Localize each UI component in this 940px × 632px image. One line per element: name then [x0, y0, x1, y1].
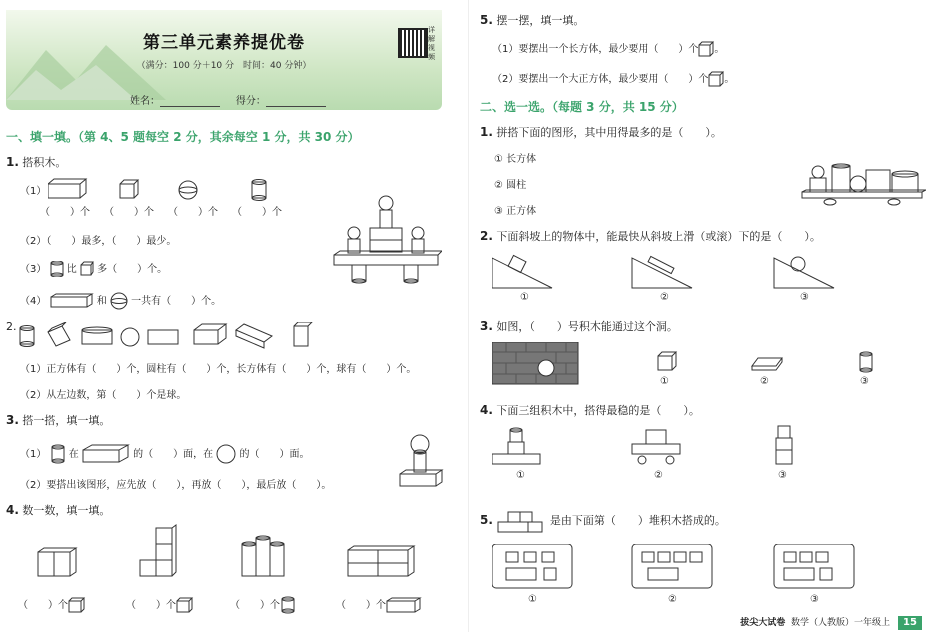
name-field[interactable] — [160, 96, 220, 107]
s2-q4-label-1[interactable]: ① — [516, 470, 525, 481]
qr-code-icon — [398, 28, 428, 58]
cube-icon — [68, 597, 86, 613]
sphere-icon — [110, 292, 128, 310]
q1-p1-label: （1） — [20, 186, 47, 197]
s2-q2-label-3[interactable]: ③ — [800, 292, 809, 303]
q3-line2: （2）要搭出该图形，应先放（ ），再放（ ），最后放（ ）。 — [20, 480, 332, 491]
q2-shapes — [18, 322, 328, 350]
q2-line1: （1）正方体有（ ）个，圆柱有（ ）个，长方体有（ ）个，球有（ ）个。 — [20, 364, 417, 375]
stack-figure — [496, 508, 546, 534]
right-page — [472, 0, 940, 632]
q4-blank-4[interactable]: （ ）个 — [336, 596, 422, 613]
s2-q5-label-3[interactable]: ③ — [810, 594, 819, 605]
q4-blank-1[interactable]: （ ）个 — [18, 596, 86, 613]
name-score-bar — [130, 92, 326, 107]
q1-p3: （3） 比 多（ ）个。 — [20, 260, 167, 277]
cube-icon — [80, 261, 94, 277]
cylinder-icon — [50, 444, 66, 464]
q1-shapes — [48, 178, 298, 202]
s2-q4-label-3[interactable]: ③ — [778, 470, 787, 481]
q4-blank-2[interactable]: （ ）个 — [126, 596, 194, 613]
s2-q1-option-3[interactable]: ③ 正方体 — [494, 206, 537, 217]
section1-heading: 一、填一填。（第 4、5 题每空 2 分，其余每空 1 分，共 30 分） — [6, 130, 360, 144]
footer — [740, 615, 890, 628]
q2-line2: （2）从左边数，第（ ）个是球。 — [20, 390, 187, 401]
footer-brand: 拔尖大试卷 — [740, 618, 786, 628]
q1-p4: （4） 和 一共有（ ）个。 — [20, 292, 221, 310]
s2-q2-label-1[interactable]: ① — [520, 292, 529, 303]
footer-subject: 数学（人教版）一年级上 — [790, 618, 890, 628]
cuboid-icon — [386, 597, 422, 613]
q4-figures — [30, 524, 450, 582]
q4-blank-3[interactable]: （ ）个 — [230, 596, 296, 614]
s2-q4-stacks — [492, 424, 852, 468]
s2-q1-option-2[interactable]: ② 圆柱 — [494, 180, 527, 191]
s2-q3-label-2[interactable]: ② — [760, 376, 769, 387]
q1-blank-3[interactable]: （ ）个 — [168, 207, 218, 218]
cylinder-icon — [50, 261, 64, 277]
s2-q2-label-2[interactable]: ② — [660, 292, 669, 303]
s2-q3-label-3[interactable]: ③ — [860, 376, 869, 387]
qr-tag: 详解视频 — [428, 26, 435, 61]
s2-q5-title: 5. 是由下面第（ ）堆积木搭成的。 — [480, 508, 726, 534]
score-field[interactable] — [266, 96, 326, 107]
left-page — [0, 0, 468, 632]
cube-icon — [708, 71, 724, 87]
page-title: 第三单元素养提优卷 — [143, 33, 305, 53]
s2-q2-title: 2. 下面斜坡上的物体中，能最快从斜坡上滑（或滚）下的是（ ）。 — [480, 229, 821, 243]
page-subtitle: （满分：100 分＋10 分 时间：40 分钟） — [136, 61, 312, 71]
s2-q1-title: 1. 拼搭下面的图形，其中用得最多的是（ ）。 — [480, 125, 722, 139]
q1-blank-4[interactable]: （ ）个 — [232, 207, 282, 218]
s2-q5-label-1[interactable]: ① — [528, 594, 537, 605]
q2-number: 2. — [6, 320, 17, 333]
s2-q3-title: 3. 如图，（ ）号积木能通过这个洞。 — [480, 319, 678, 333]
q5-title: 5. 摆一摆，填一填。 — [480, 13, 585, 27]
s2-q5-label-2[interactable]: ② — [668, 594, 677, 605]
s2-q5-options — [492, 544, 892, 590]
s2-q3-label-1[interactable]: ① — [660, 376, 669, 387]
q1-p2: （2）（ ）最多，（ ）最少。 — [20, 236, 177, 247]
sphere-icon — [216, 444, 236, 464]
s2-q1-option-1[interactable]: ① 长方体 — [494, 154, 537, 165]
q1-block-model — [330, 195, 442, 291]
q3-title: 3. 搭一搭，填一填。 — [6, 413, 111, 427]
brick-wall-icon — [492, 342, 580, 386]
cylinder-icon — [280, 596, 296, 614]
q5-line2: （2）要摆出一个大正方体，最少要用（ ）个 。 — [492, 70, 734, 87]
q3-block-model — [398, 434, 444, 492]
s2-q1-block-model — [800, 160, 926, 208]
s2-q4-title: 4. 下面三组积木中，搭得最稳的是（ ）。 — [480, 403, 700, 417]
page-number: 15 — [898, 616, 922, 630]
name-label: 姓名： — [130, 96, 160, 107]
cuboid-icon — [82, 444, 130, 464]
s2-q3-blocks — [652, 348, 912, 374]
cuboid-icon — [50, 293, 94, 309]
q1-blank-1[interactable]: （ ）个 — [40, 207, 90, 218]
s2-q2-slopes — [492, 250, 892, 290]
cube-icon — [698, 41, 714, 57]
page-divider — [468, 0, 469, 632]
q3-line1: （1） 在 的（ ）面，在 的（ ）面。 — [20, 444, 310, 464]
section2-heading: 二、选一选。（每题 3 分，共 15 分） — [480, 100, 684, 114]
q5-line1: （1）要摆出一个长方体，最少要用（ ）个 。 — [492, 40, 724, 57]
s2-q4-label-2[interactable]: ② — [654, 470, 663, 481]
score-label: 得分： — [235, 96, 266, 107]
q1-blank-2[interactable]: （ ）个 — [104, 207, 154, 218]
q1-title: 1. 搭积木。 — [6, 155, 67, 169]
q4-title: 4. 数一数，填一填。 — [6, 503, 111, 517]
cube-icon — [176, 597, 194, 613]
